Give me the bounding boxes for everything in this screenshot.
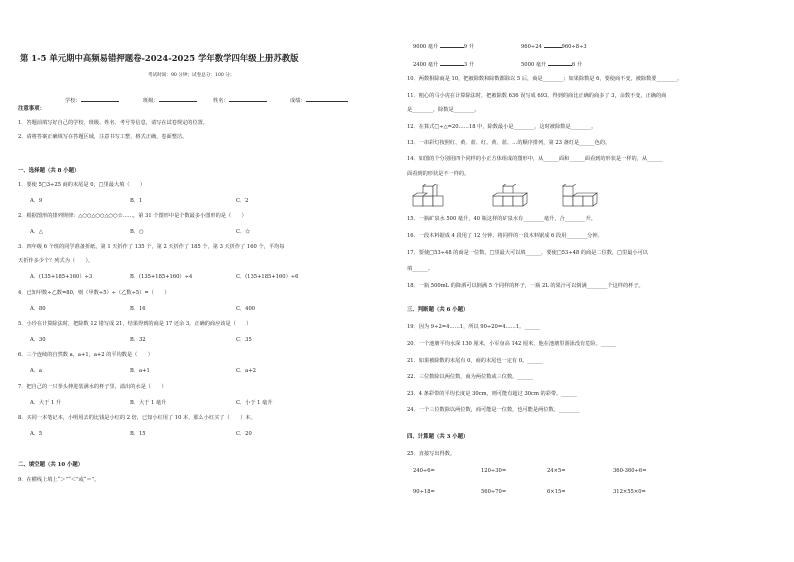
- option-a[interactable]: A．△: [30, 229, 43, 235]
- question-stem: 18．一瓶 500mL 的降酒可以倒满 5 个同样的杯子，一瓶 2L 的果汁可以倒满________个这样的杯子。: [407, 283, 644, 289]
- option-b[interactable]: B．16: [130, 306, 146, 312]
- notes-heading: 注意事项：: [18, 106, 45, 112]
- school-label: 学校：: [65, 98, 81, 104]
- option-c[interactable]: C．小于 1 毫升: [236, 400, 273, 406]
- question-stem: 7．把自己的一只拳头伸进装满水的杯子里，溢出的水是（ ）: [18, 384, 167, 390]
- score-label: 成绩：: [290, 98, 306, 104]
- option-b[interactable]: B．15: [130, 431, 146, 437]
- calc-item: 312×55×0=: [613, 489, 646, 495]
- question-stem: 20．一个池塘平均水深 130 厘米，小军身高 142 厘米，他在池塘里游泳没有危险。______: [407, 341, 617, 347]
- option-c[interactable]: C．20: [236, 431, 252, 437]
- option-b[interactable]: B．a+1: [130, 368, 150, 374]
- question-stem: 3．四年级 6 个班的同学准备折纸，第 1 天折作了 135 个，第 2 天折作了 185 个，第 3 天折作了 160 个，平均每: [18, 244, 285, 250]
- question-stem: 21．如果被除数的末尾有 0，商的末尾也一定有 0。______: [407, 358, 543, 364]
- note-item: 1．答题前填写好自己的学校、班级、姓名、考号等信息，请写在试卷规定的位置。: [18, 120, 209, 126]
- question-stem-cont: 面看到的形状是不一样的。: [407, 171, 470, 177]
- cube-figure-1: [413, 184, 443, 206]
- compare-item[interactable]: 2400 毫升 3 升: [413, 62, 475, 68]
- calc-item: 360-360÷6=: [613, 468, 647, 474]
- question-stem: 24．一个三位数除以两位数，商可能是一位数，也可能是两位数。________: [407, 407, 580, 413]
- compare-item[interactable]: 9000 毫升 9 升: [413, 44, 475, 50]
- calc-item: 90÷18=: [413, 489, 435, 495]
- question-stem: 22．三位数除以两位数，商为两位数或三位数。______: [407, 374, 533, 380]
- option-c[interactable]: C．a+2: [236, 368, 256, 374]
- exam-info: 考试时间：90 分钟；试卷总分：100 分；: [148, 73, 235, 78]
- question-stem: 12．在算式□÷△=20……18 中，除数最小是________，这时被除数是________。: [407, 124, 597, 130]
- school-field[interactable]: [65, 96, 119, 105]
- calc-item: 560÷70=: [481, 489, 507, 495]
- question-stem: 25．直接写出得数。: [407, 451, 456, 457]
- option-a[interactable]: A．5: [30, 431, 43, 437]
- class-label: 班级：: [143, 98, 159, 104]
- option-a[interactable]: A．大于 1 升: [30, 400, 62, 406]
- compare-item[interactable]: 5000 毫升 6 升: [521, 62, 583, 68]
- calc-item: 24×5=: [547, 468, 566, 474]
- question-stem: 15．一瓶矿泉水 500 毫升，40 瓶这样的矿泉水有________毫升，合________升。: [407, 216, 596, 222]
- name-field[interactable]: [213, 96, 267, 105]
- question-stem: 6．三个连续的自然数 a，a+1，a+2 的平均数是（ ）: [18, 352, 153, 358]
- question-stem: 19．因为 9÷2=4……1，所以 90÷20=4……1。______: [407, 324, 540, 330]
- question-stem: 10．两数相除商是 10，把被除数和除数都除以 5 后，商是________；如果除数是 6，要使商不变，被除数要________。: [407, 76, 683, 82]
- score-field[interactable]: [290, 96, 348, 105]
- option-a[interactable]: A．(135+185+160）÷3: [30, 274, 93, 280]
- section4-heading: 四、计算题（共 3 小题）: [407, 434, 469, 440]
- question-stem-cont: 是________，除数是________。: [407, 107, 480, 113]
- question-stem: 14．如图的个分别用四个同样的小正方体组成的图形中，从______面和______面看到的形状是一样的，从______: [407, 156, 663, 162]
- option-b[interactable]: B．(135+185+160）÷4: [130, 274, 193, 280]
- right-column: [397, 0, 794, 562]
- option-c[interactable]: C．2: [236, 198, 249, 204]
- question-stem-cont: 天折作多少个？列式为（ ）。: [18, 258, 94, 264]
- question-stem: 1．要使 5□3÷25 商的末尾是 0，□里最大填（ ）: [18, 182, 146, 188]
- option-c[interactable]: C．☆: [236, 229, 251, 235]
- option-a[interactable]: A．9: [30, 198, 43, 204]
- note-item: 2．请将答案正确填写在答题区域，注意书写工整，格式正确，卷面整洁。: [18, 134, 188, 140]
- section2-heading: 二、填空题（共 10 小题）: [18, 462, 84, 468]
- option-b[interactable]: B．大于 1 毫升: [130, 400, 167, 406]
- class-field[interactable]: [143, 96, 197, 105]
- compare-item[interactable]: 960÷24 960÷8÷3: [521, 44, 587, 50]
- question-stem: 9．在横线上填上“＞”“＜”或“＝”。: [18, 477, 100, 483]
- option-c[interactable]: C．400: [236, 306, 256, 312]
- question-stem: 17．要使□53÷48 的商是一位数，□里最大可以填______，要使□53÷48 的商是二位数，□里最小可以: [407, 250, 648, 256]
- question-stem-cont: 填______。: [407, 266, 433, 272]
- option-a[interactable]: A．30: [30, 337, 46, 343]
- cube-figure-2: [493, 184, 527, 206]
- option-b[interactable]: B．1: [130, 198, 143, 204]
- calc-item: 240÷6=: [413, 468, 435, 474]
- question-stem: 11．粗心的马小虎在计算除法时，把被除数 636 误写成 693，得到的商比正确的商多了 3，余数不变，正确的商: [407, 93, 667, 99]
- question-stem: 2．根据图形的排列规律：△○○△○○△○○☆……，第 31 个图形中是个数最多小图形的是（ ）: [18, 213, 247, 219]
- question-stem: 16．一段木料锯成 4 段用了 12 分钟，将同样的一段木料锯成 6 段用________分钟。: [407, 233, 603, 239]
- option-b[interactable]: B．○: [130, 229, 144, 235]
- option-c[interactable]: C．(135+185+160）÷6: [236, 274, 299, 280]
- question-stem: 13．一串彩灯按照红、黄、蓝、红、黄、蓝、…的顺序排列，第 23 盏灯是______色的。: [407, 140, 611, 146]
- cube-figure-3: [563, 184, 597, 206]
- question-stem: 8．买同一本笔记本，小明用去的比钱是小红的 2 倍，已知小红用了 10 本，那么小红买了（ ）本。: [18, 415, 256, 421]
- option-c[interactable]: C．35: [236, 337, 252, 343]
- question-stem: 5．小玲在计算除法时，把除数 12 错写成 21，结果得到的商是 17 还余 3，正确的商应该是（ ）: [18, 321, 252, 327]
- calc-item: 120÷30=: [481, 468, 507, 474]
- option-b[interactable]: B．32: [130, 337, 146, 343]
- question-stem: 4．已知甲数÷乙数=80，则（甲数÷5）÷（乙数÷5）=（ ）: [18, 290, 170, 296]
- section1-heading: 一、选择题（共 8 小题）: [18, 168, 80, 174]
- option-a[interactable]: A．a: [30, 368, 43, 374]
- section3-heading: 三、判断题（共 6 小题）: [407, 307, 469, 313]
- calc-item: 6×15=: [547, 489, 566, 495]
- name-label: 姓名：: [213, 98, 229, 104]
- cube-figures-image: [411, 184, 661, 210]
- option-a[interactable]: A．80: [30, 306, 46, 312]
- page-title: 第 1-5 单元期中高频易错押题卷-2024-2025 学年数学四年级上册苏教版: [20, 53, 299, 63]
- question-stem: 23．4 条彩带的平均长度是 30cm，则可能有超过 30cm 的彩带。______: [407, 391, 577, 397]
